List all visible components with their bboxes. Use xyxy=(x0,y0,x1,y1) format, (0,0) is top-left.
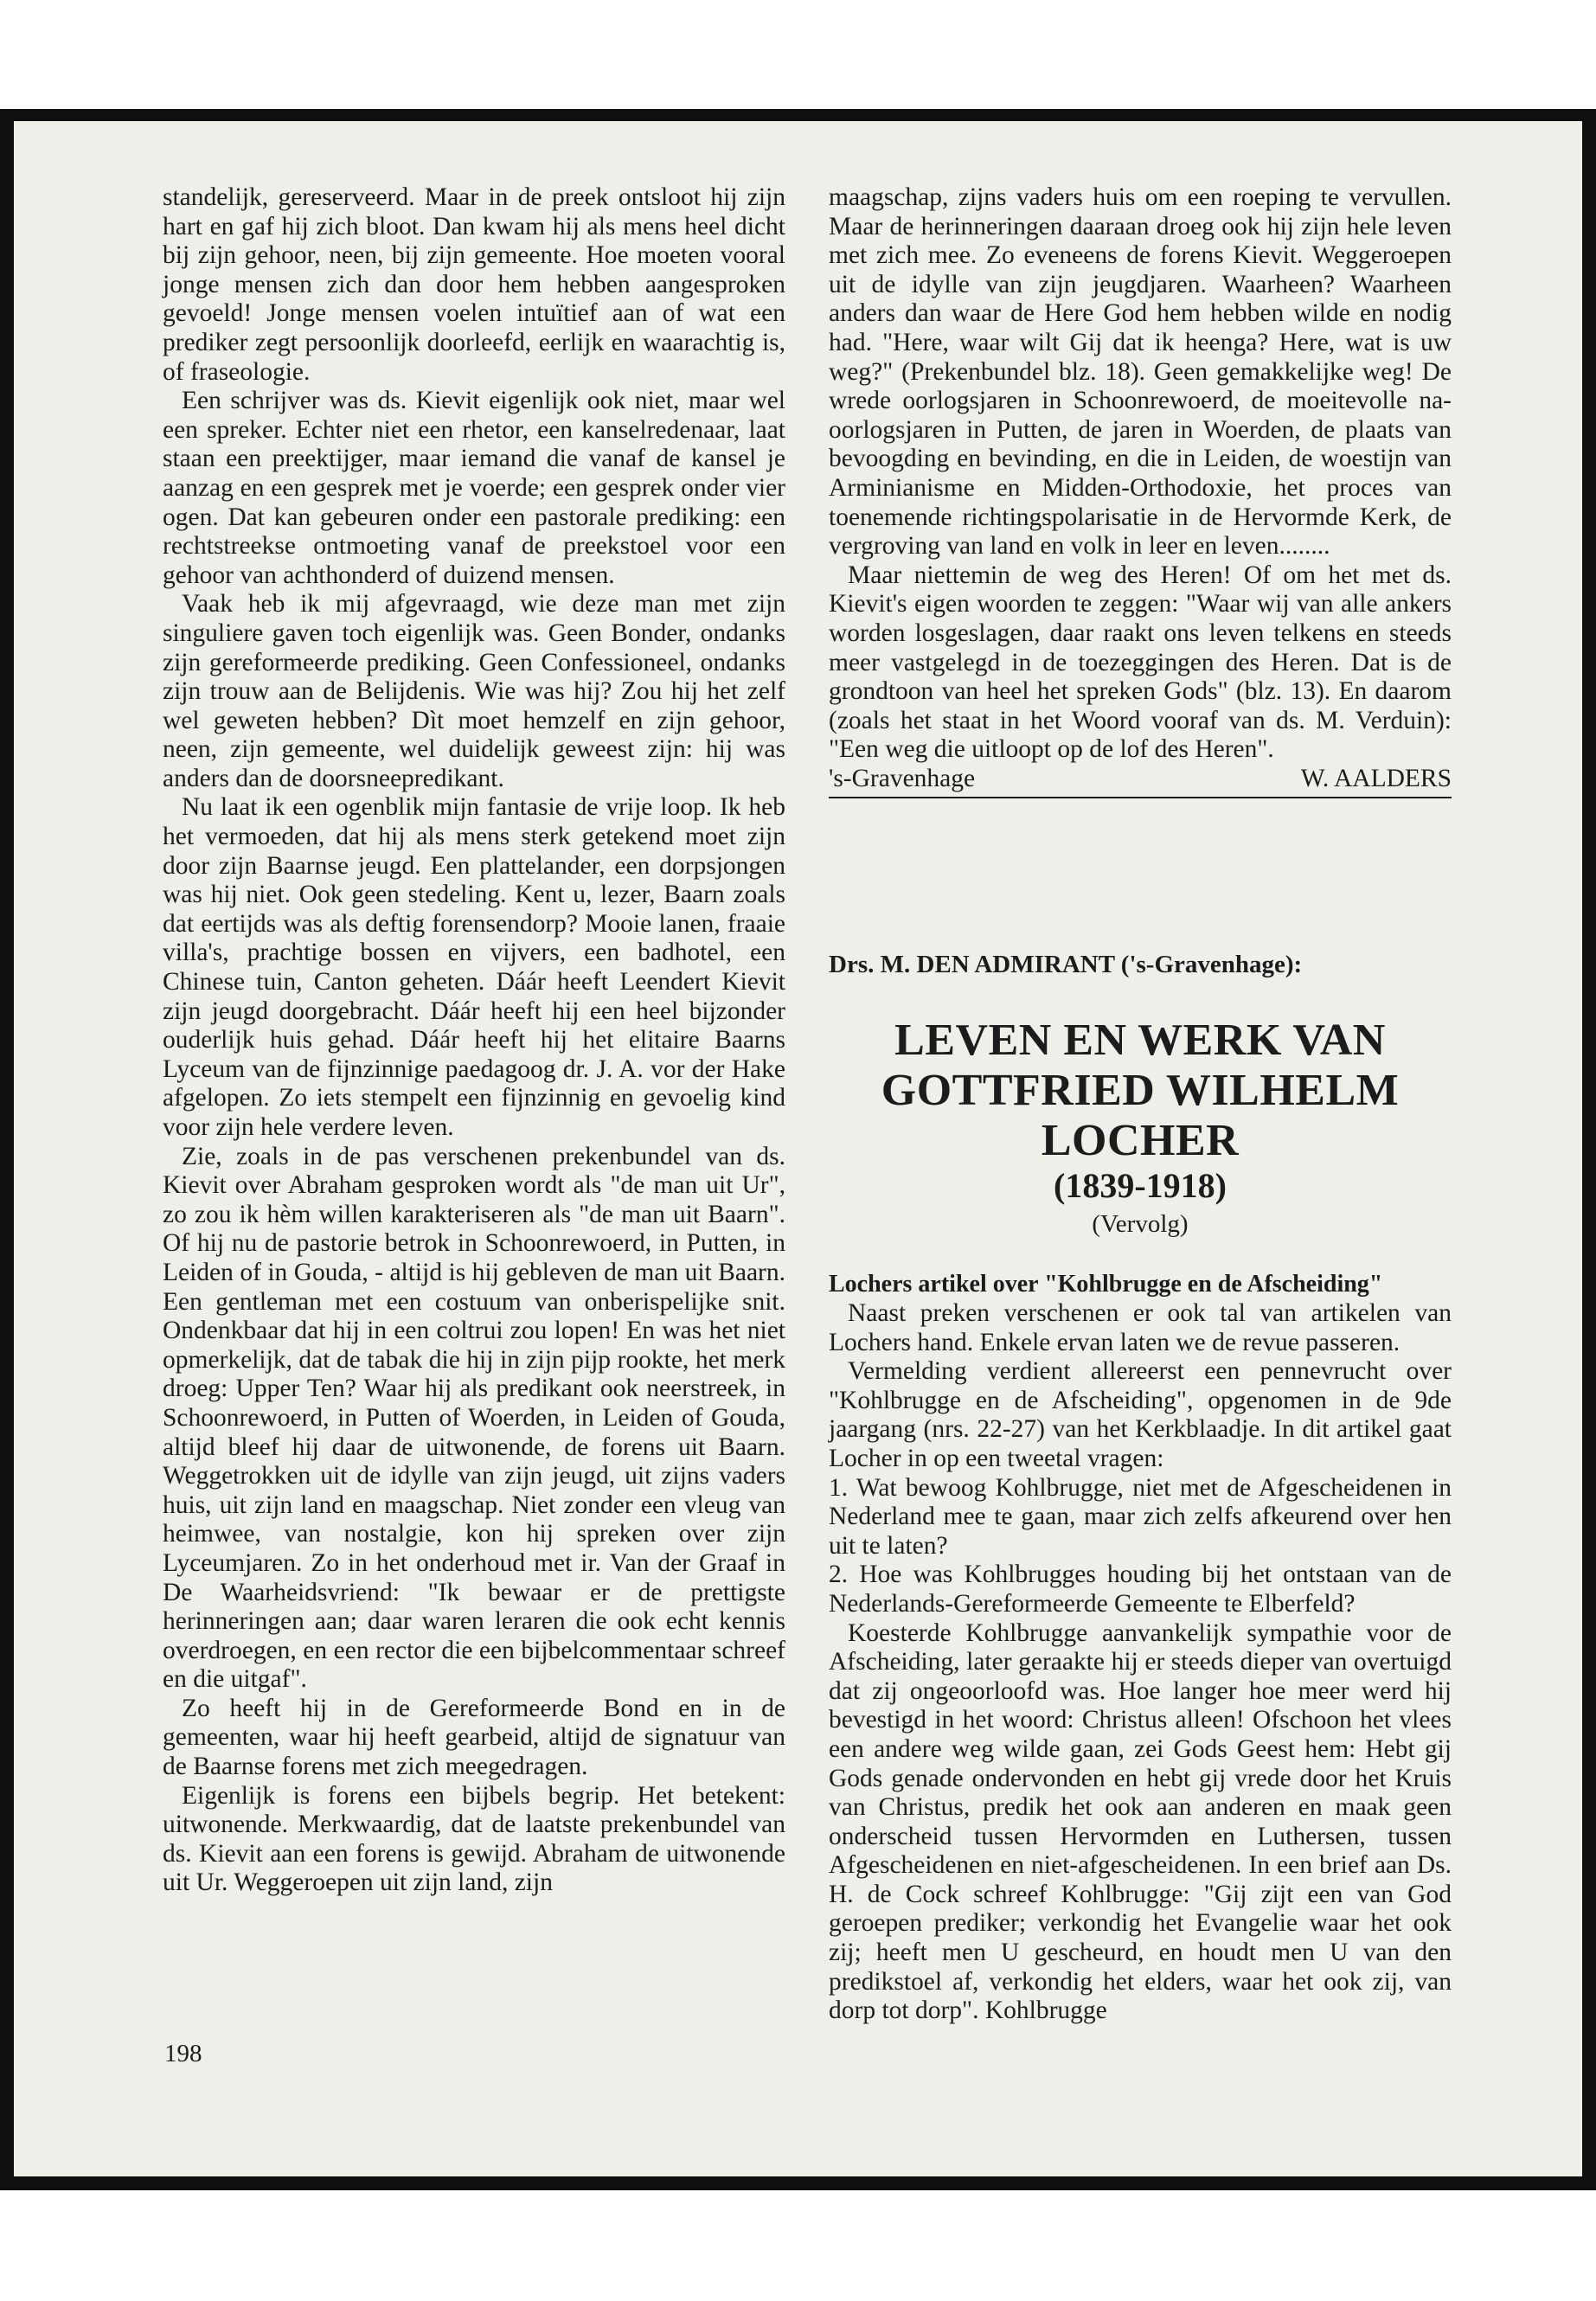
paragraph: Nu laat ik een ogenblik mijn fantasie de vrije loop. Ik heb het vermoeden, dat hij als mens sterk getekend moet zijn door zijn Baarnse jeugd. Een plattelander, een dorpsjongen was hij niet. Ook geen stedeling. Kent u, lezer, Baarn zoals dat eertijds was als deftig forensendorp? Mooie lanen, fraaie villa's, prachtige bossen en vijvers, een badhotel, een Chinese tuin, Canton geheten. Dáár heeft Leendert Kievit zijn jeugd doorgebracht. Dáár heeft hij een heel bijzonder ouderlijk huis gehad. Dáár heeft hij het elitaire Baarns Lyceum van de fijnzinnige paedagoog dr. J. A. vor der Hake afgelopen. Zo iets stempelt een fijnzinnig en gevoelig kind voor zijn hele verdere leven. xyxy=(163,793,785,1141)
signoff xyxy=(829,765,1452,794)
paragraph: Zie, zoals in de pas verschenen prekenbundel van ds. Kievit over Abraham gesproken wordt als "de man uit Ur", zo zou ik hèm willen karakteriseren als "de man uit Baarn". Of hij nu de pastorie betrok in Schoonrewoerd, in Putten, in Leiden of in Gouda, - altijd is hij gebleven de man uit Baarn. Een gentleman met een costuum van onberispelijke snit. Ondenkbaar dat hij in een coltrui zou lopen! En was het niet opmerkelijk, dat de tabak die hij in zijn pijp rookte, het merk droeg: Upper Ten? Waar hij als predikant ook neerstreek, in Schoonrewoerd, in Putten of Woerden, in Leiden of Gouda, altijd bleef hij daar de uitwonende, de forens uit Baarn. Weggetrokken uit de idylle van zijn jeugd, uit zijns vaders huis, uit zijn land en maagschap. Niet zonder een vleug van heimwee, van nostalgie, kon hij spreken over zijn Lyceumjaren. Zo in het onderhoud met ir. Van der Graaf in De Waarheidsvriend: "Ik bewaar er de prettigste herinneringen aan; daar waren leraren die ook echt kennis overdroegen, en een rector die een bijbelcommentaar schreef en die uitgaf". xyxy=(163,1142,785,1694)
paragraph: maagschap, zijns vaders huis om een roeping te vervullen. Maar de herinneringen daaraan droeg ook hij zijn hele leven met zich mee. Zo eveneens de forens Kievit. Weggeroepen uit de idylle van zijn jeugdjaren. Waarheen? Waarheen anders dan waar de Here God hem hebben wilde en nodig had. "Here, waar wilt Gij dat ik heenga? Here, wat is uw weg?" (Prekenbundel blz. 18). Geen gemakkelijke weg! De wrede oorlogsjaren in Schoonrewoerd, de moeitevolle na-oorlogsjaren in Putten, de jaren in Woerden, de plaats van bevoogding en bevinding, en die in Leiden, de woestijn van Arminianisme en Midden-Orthodoxie, het proces van toenemende richtingspolarisatie in de Hervormde Kerk, de vergroving van land en volk in leer en leven........ xyxy=(829,183,1452,561)
article-years: (1839-1918) xyxy=(1054,1166,1227,1205)
signoff-author: W. AALDERS xyxy=(1300,764,1452,792)
page-number: 198 xyxy=(164,2040,202,2067)
subheading: Lochers artikel over "Kohlbrugge en de Afscheiding" xyxy=(829,1271,1383,1298)
signoff-place: 's-Gravenhage xyxy=(829,764,976,792)
right-column xyxy=(829,183,1452,798)
paragraph: 2. Hoe was Kohlbrugges houding bij het ontstaan van de Nederlands-Gereformeerde Gemeente te Elberfeld? xyxy=(829,1561,1452,1618)
article-title-line-1: LEVEN EN WERK VAN xyxy=(894,1016,1386,1065)
paragraph: Een schrijver was ds. Kievit eigenlijk ook niet, maar wel een spreker. Echter niet een rhetor, een kanselredenaar, laat staan een preektijger, maar iemand die vanaf de kansel je aanzag en een gesprek met je voerde; een gesprek onder vier ogen. Dat kan gebeuren onder een pastorale prediking: een rechtstreekse ontmoeting vanaf de preekstoel voor een gehoor van achthonderd of duizend mensen. xyxy=(163,387,785,589)
paragraph: Eigenlijk is forens een bijbels begrip. Het betekent: uitwonende. Merkwaardig, dat de laatste prekenbundel van ds. Kievit aan een forens is gewijd. Abraham de uitwonende uit Ur. Weggeroepen uit zijn land, zijn xyxy=(163,1781,785,1897)
paragraph: Naast preken verschenen er ook tal van artikelen van Lochers hand. Enkele ervan laten we de revue passeren. xyxy=(829,1299,1452,1356)
byline: Drs. M. DEN ADMIRANT ('s-Gravenhage): xyxy=(829,951,1303,978)
section-divider xyxy=(829,797,1452,798)
article-title-line-2: GOTTFRIED WILHELM LOCHER xyxy=(881,1066,1400,1165)
paragraph: Koesterde Kohlbrugge aanvankelijk sympathie voor de Afscheiding, later geraakte hij er steeds dieper van overtuigd dat zij ongeoorloofd was. Hoe langer hoe meer werd hij bevestigd in het woord: Christus alleen! Ofschoon het vlees een andere weg wilde gaan, zei Gods Geest hem: Hebt gij Gods genade ondervonden en hebt gij vrede door het Kruis van Christus, predik het ook aan anderen en maak geen onderscheid tussen Hervormden en Luthersen, tussen Afgescheidenen en niet-afgescheidenen. In een brief aan Ds. H. de Cock schreef Kohlbrugge: "Gij zijt een van God geroepen prediker; verkondig het Evangelie waar het ook zij; heeft men U gescheurd, en houdt men U van den predikstoel af, verkondig het elders, waar het ook zij, van dorp tot dorp". Kohlbrugge xyxy=(829,1618,1452,2025)
article-continued: (Vervolg) xyxy=(1092,1210,1189,1238)
article-section xyxy=(829,950,1452,2026)
paragraph: Vaak heb ik mij afgevraagd, wie deze man met zijn singuliere gaven toch eigenlijk was. Geen Bonder, ondanks zijn gereformeerde prediking. Geen Confessioneel, ondanks zijn trouw aan de Belijdenis. Wie was hij? Zou hij het zelf wel geweten hebben? Dìt moet hemzelf en zijn gehoor, neen, zijn gemeente, wel duidelijk geweest zijn: hij was anders dan de doorsneepredikant. xyxy=(163,590,785,792)
left-column xyxy=(163,183,785,1898)
paragraph: 1. Wat bewoog Kohlbrugge, niet met de Afgescheidenen in Nederland mee te gaan, maar zich zelfs afkeurend over hen uit te laten? xyxy=(829,1473,1452,1560)
paragraph: Vermelding verdient allereerst een pennevrucht over "Kohlbrugge en de Afscheiding", opgenomen in de 9de jaargang (nrs. 22-27) van het Kerkblaadje. In dit artikel gaat Locher in op een tweetal vragen: xyxy=(829,1357,1452,1472)
paragraph: standelijk, gereserveerd. Maar in de preek ontsloot hij zijn hart en gaf hij zich bloot. Dan kwam hij als mens heel dicht bij zijn gehoor, neen, bij zijn gemeente. Hoe moeten vooral jonge mensen zich dan door hem hebben aangesproken gevoeld! Jonge mensen voelen intuïtief aan of wat een prediker zegt persoonlijk doorleefd, eerlijk en waarachtig is, of fraseologie. xyxy=(163,183,785,386)
paragraph: Maar niettemin de weg des Heren! Of om het met ds. Kievit's eigen woorden te zeggen: "Waar wij van alle ankers worden losgeslagen, daar raakt ons leven telkens en steeds meer vastgelegd in de toezeggingen des Heren. Dat is de grondtoon van heel het spreken Gods" (blz. 13). En daarom (zoals het staat in het Woord vooraf van ds. M. Verduin): "Een weg die uitloopt op de lof des Heren". xyxy=(829,561,1452,764)
paragraph: Zo heeft hij in de Gereformeerde Bond en in de gemeenten, waar hij heeft gearbeid, altijd de signatuur van de Baarnse forens met zich meegedragen. xyxy=(163,1694,785,1781)
